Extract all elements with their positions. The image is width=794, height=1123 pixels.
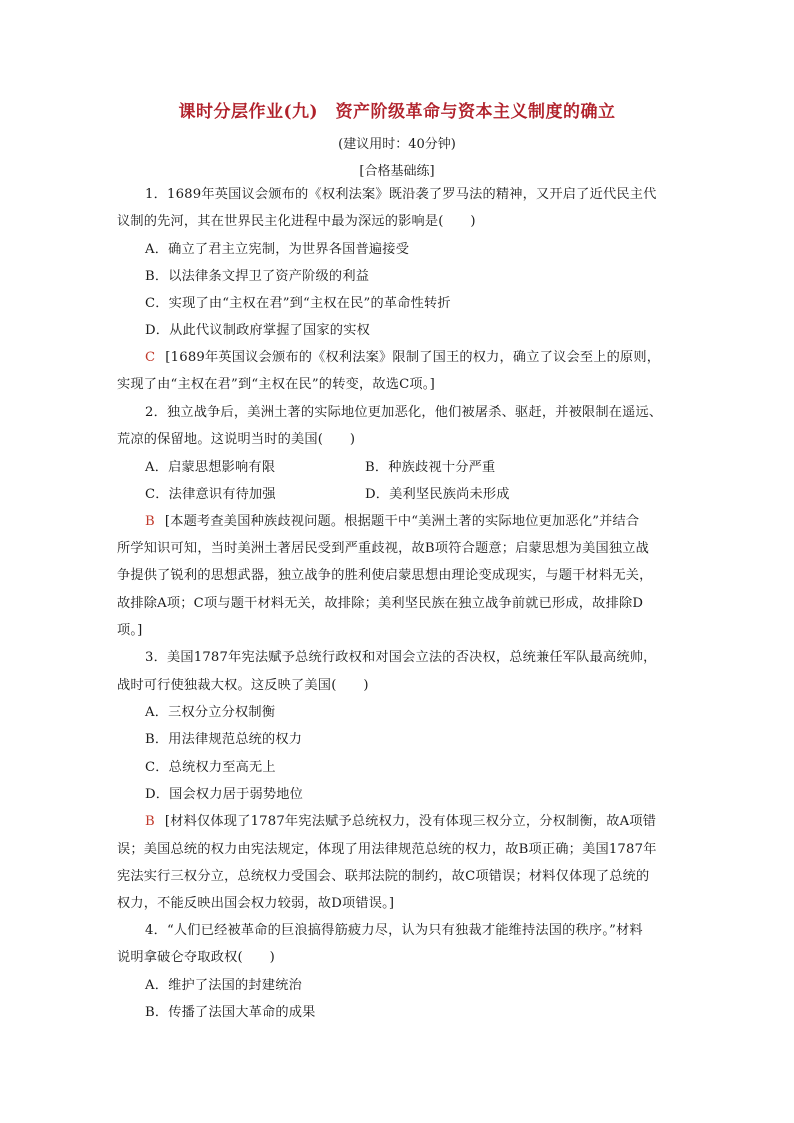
q4-stem: 4．“人们已经被革命的巨浪搞得筋疲力尽，认为只有独裁才能维持法国的秩序。”材料 xyxy=(145,923,643,938)
q2-explanation-line2: 所学知识可知，当时美洲土著居民受到严重歧视，故B项符合题意；启蒙思想为美国独立战 xyxy=(117,541,649,556)
q3-explanation-line2: 误；美国总统的权力由宪法规定，体现了用法律规范总统的权力，故B项正确；美国1787年 xyxy=(117,842,657,857)
q1-option-c: C．实现了由“主权在君”到“主权在民”的革命性转折 xyxy=(145,296,451,311)
time-note: (建议用时：40分钟) xyxy=(338,137,456,152)
q2-explanation-line3: 争提供了锐利的思想武器，独立战争的胜利使启蒙思想由理论变成现实，与题干材料无关， xyxy=(117,568,653,583)
q2-explanation-line4: 故排除A项；C项与题干材料无关，故排除；美利坚民族在独立战争前就已形成，故排除D xyxy=(117,596,644,611)
q2-explanation: B [本题考查美国种族歧视问题。根据题干中“美洲土著的实际地位更加恶化”并结合 xyxy=(145,514,640,529)
section-heading: [合格基础练] xyxy=(359,164,435,179)
q1-stem-cont: 议制的先河，其在世界民主化进程中最为深远的影响是( ) xyxy=(117,214,476,229)
q3-option-c: C．总统权力至高无上 xyxy=(145,760,276,775)
q3-answer: B xyxy=(145,814,155,829)
page-title: 课时分层作业(九) 资产阶级革命与资本主义制度的确立 xyxy=(178,102,616,122)
q1-answer: C xyxy=(145,350,156,365)
q3-explanation-line4: 权力，不能反映出国会权力较弱，故D项错误。] xyxy=(117,896,395,911)
q3-stem: 3．美国1787年宪法赋予总统行政权和对国会立法的否决权，总统兼任军队最高统帅， xyxy=(145,650,657,665)
q1-option-a: A．确立了君主立宪制，为世界各国普遍接受 xyxy=(145,242,410,257)
q1-explanation-cont: 实现了由“主权在君”到“主权在民”的转变，故选C项。] xyxy=(117,377,435,392)
q2-option-b: B．种族歧视十分严重 xyxy=(365,460,496,475)
q3-option-d: D．国会权力居于弱势地位 xyxy=(145,787,304,802)
q3-explanation-line3: 宪法实行三权分立，总统权力受国会、联邦法院的制约，故C项错误；材料仅体现了总统的 xyxy=(117,869,650,884)
q2-stem-cont: 荒凉的保留地。这说明当时的美国( ) xyxy=(117,432,356,447)
q1-explanation: C [1689年英国议会颁布的《权利法案》限制了国王的权力，确立了议会至上的原则， xyxy=(145,350,661,365)
q2-option-d: D．美利坚民族尚未形成 xyxy=(365,487,510,502)
q2-option-a: A．启蒙思想影响有限 xyxy=(145,460,276,475)
q3-option-b: B．用法律规范总统的权力 xyxy=(145,732,303,747)
q4-stem-cont: 说明拿破仑夺取政权( ) xyxy=(117,950,275,965)
q1-option-b: B．以法律条文捍卫了资产阶级的利益 xyxy=(145,269,370,284)
q1-stem: 1．1689年英国议会颁布的《权利法案》既沿袭了罗马法的精神，又开启了近代民主代 xyxy=(145,187,657,202)
q2-option-c: C．法律意识有待加强 xyxy=(145,487,276,502)
q3-explanation: B [材料仅体现了1787年宪法赋予总统权力，没有体现三权分立，分权制衡，故A项错 xyxy=(145,814,657,829)
q3-option-a: A．三权分立分权制衡 xyxy=(145,705,276,720)
q4-option-b: B．传播了法国大革命的成果 xyxy=(145,1005,316,1020)
q2-explanation-line5: 项。] xyxy=(117,623,143,638)
q4-option-a: A．维护了法国的封建统治 xyxy=(145,978,302,993)
q3-stem-cont: 战时可行使独裁大权。这反映了美国( ) xyxy=(117,678,369,693)
q2-stem: 2．独立战争后，美洲土著的实际地位更加恶化，他们被屠杀、驱赶，并被限制在遥远、 xyxy=(145,405,663,420)
q1-option-d: D．从此代议制政府掌握了国家的实权 xyxy=(145,323,370,338)
q2-answer: B xyxy=(145,514,155,529)
